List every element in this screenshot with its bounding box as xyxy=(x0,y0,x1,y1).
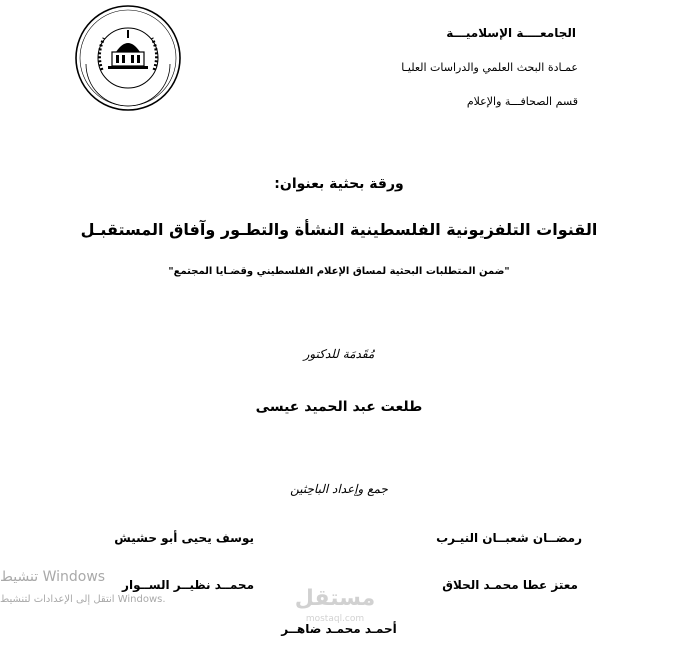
author-name: محمــد نظيــر الســوار xyxy=(122,578,254,592)
presented-to-label: مُقَدمَة للدكتور xyxy=(303,347,375,361)
mostaql-watermark xyxy=(292,586,378,628)
paper-title: القنوات التلفزيونية الفلسطينية النشأة والتطـور وآفاق المستقبـل xyxy=(80,220,598,239)
author-name: يوسف يحيى أبو حشيش xyxy=(114,531,254,545)
watermark-url: mostaql.com xyxy=(305,614,365,624)
paper-type-label: ورقة بحثية بعنوان: xyxy=(274,176,404,192)
department-name: قسم الصحافـــة والإعلام xyxy=(466,95,578,108)
deanship-name: عمـادة البحث العلمي والدراسات العليـا xyxy=(401,61,578,74)
author-name: أحمـد محمـد ضاهــر xyxy=(281,622,397,636)
windows-activation-hint: انتقل إلى الإعدادات لتنشيط Windows. xyxy=(0,594,166,605)
paper-subtitle: "ضمن المتطلبات البحثية لمساق الإعلام الفلسطيني وقضـايا المجتمع" xyxy=(168,266,510,277)
author-name: معتز عطا محمـد الحلاق xyxy=(442,578,578,592)
prepared-by-label: جمع وإعداد الباحِثين xyxy=(290,482,388,496)
windows-activation-title: تنشيط Windows xyxy=(0,569,106,585)
university-logo xyxy=(72,4,184,112)
university-name: الجامعــــة الإسلاميـــة xyxy=(446,26,576,40)
advisor-name: طلعت عبد الحميد عيسى xyxy=(255,399,423,415)
author-name: رمضــان شعبــان النيـرب xyxy=(436,531,582,545)
watermark-text: مستقل xyxy=(294,586,376,611)
